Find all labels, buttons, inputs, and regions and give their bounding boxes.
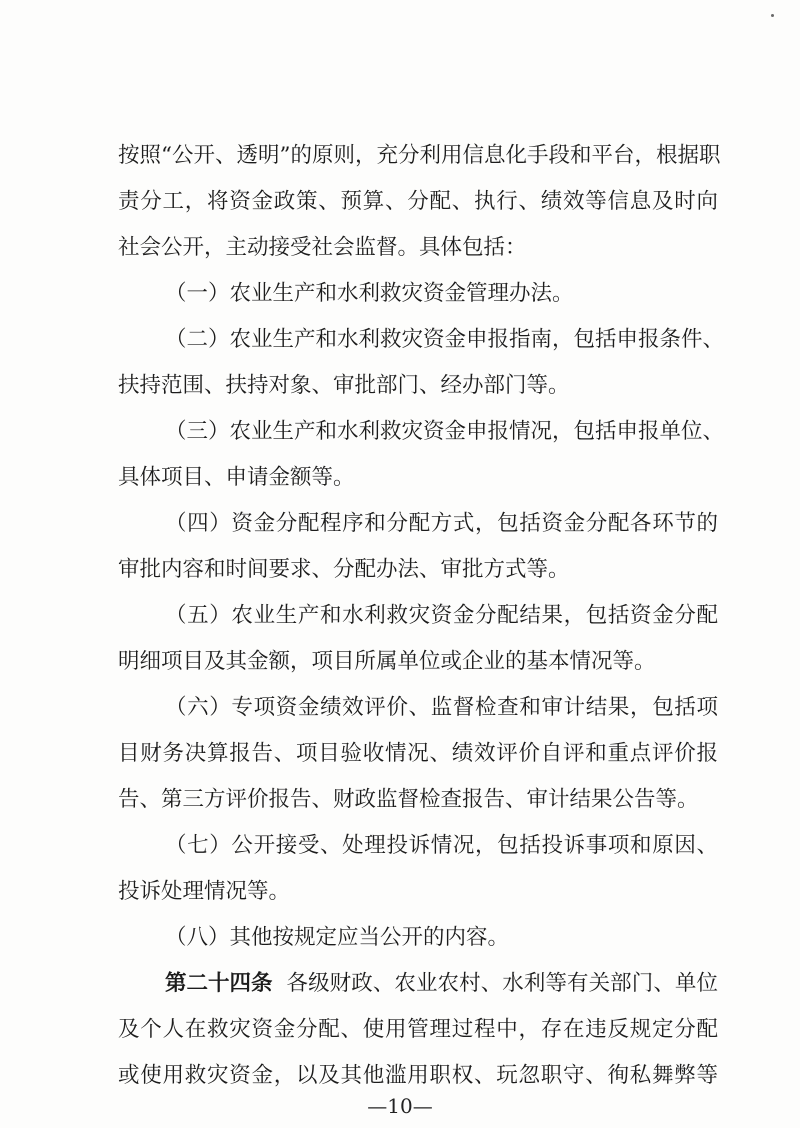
page-number: —10—	[367, 1094, 433, 1118]
text-line: （八）其他按规定应当公开的内容。	[165, 925, 510, 950]
text-line: （一）农业生产和水利救灾资金管理办法。	[165, 281, 574, 306]
text-line: 告、第三方评价报告、财政监督检查报告、审计结果公告等。	[118, 787, 699, 812]
text-line: 各级财政、农业农村、水利等有关部门、单位	[286, 971, 718, 996]
text-line: （六）专项资金绩效评价、监督检查和审计结果，包括项	[165, 695, 718, 720]
text-line: 扶持范围、扶持对象、审批部门、经办部门等。	[118, 373, 570, 398]
text-line: 投诉处理情况等。	[118, 879, 291, 904]
text-line: 及个人在救灾资金分配、使用管理过程中，存在违反规定分配	[118, 1017, 718, 1042]
text-line: （二）农业生产和水利救灾资金申报指南，包括申报条件、	[165, 327, 725, 352]
text-line: （三）农业生产和水利救灾资金申报情况，包括申报单位、	[165, 419, 725, 444]
text-line: 责分工，将资金政策、预算、分配、执行、绩效等信息及时向	[118, 189, 718, 214]
article-heading: 第二十四条	[165, 971, 273, 996]
text-line: 具体项目、申请金额等。	[118, 465, 355, 490]
text-line: 按照“公开、透明”的原则，充分利用信息化手段和平台，根据职	[118, 143, 721, 168]
text-line: （五）农业生产和水利救灾资金分配结果，包括资金分配	[165, 603, 718, 628]
text-line: （四）资金分配程序和分配方式，包括资金分配各环节的	[165, 511, 718, 536]
text-line: 目财务决算报告、项目验收情况、绩效评价自评和重点评价报	[118, 741, 718, 766]
text-line: （七）公开接受、处理投诉情况，包括投诉事项和原因、	[165, 833, 718, 858]
article-line	[165, 964, 718, 1004]
text-line: 社会公开，主动接受社会监督。具体包括：	[118, 235, 527, 260]
text-line: 明细项目及其金额，项目所属单位或企业的基本情况等。	[118, 649, 656, 674]
text-line: 或使用救灾资金，以及其他滥用职权、玩忽职守、徇私舞弊等	[118, 1063, 718, 1088]
text-line: 审批内容和时间要求、分配办法、审批方式等。	[118, 557, 570, 582]
